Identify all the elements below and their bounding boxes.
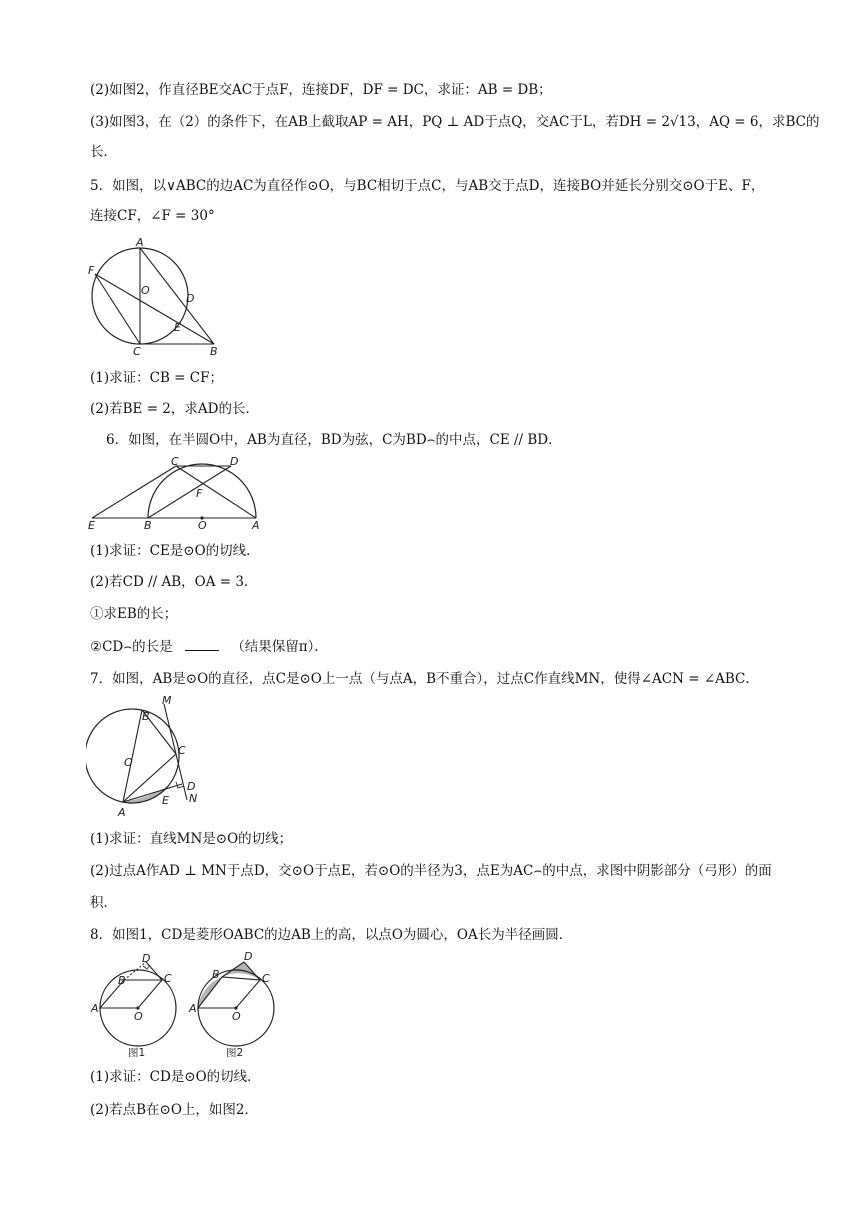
q6-part1: (1)求证：CE是⊙O的切线． (90, 543, 260, 559)
label-D: D (187, 780, 196, 793)
label-A: A (189, 1002, 197, 1015)
q4-part3-cont: 长． (90, 144, 117, 160)
label-C: C (133, 345, 141, 358)
label-E: E (174, 321, 181, 334)
label-D: D (186, 292, 195, 305)
label-D: D (244, 950, 253, 963)
label-O: O (232, 1010, 241, 1023)
label-A: A (136, 236, 144, 249)
label-B: B (142, 710, 150, 723)
label-N: N (189, 792, 198, 805)
figure-q6 (86, 456, 266, 530)
label-A: A (118, 806, 126, 818)
label-B: B (144, 519, 152, 530)
label-F: F (88, 264, 95, 277)
label-C: C (178, 744, 186, 757)
q7-part2-cont: 积． (90, 895, 117, 911)
label-C: C (164, 972, 172, 985)
q5-part1: (1)求证：CB = CF； (90, 370, 223, 386)
label-D: D (142, 952, 151, 965)
q5-part2: (2)若BE = 2，求AD的长． (90, 401, 259, 417)
q5-stem: 5．如图，以∨ABC的边AC为直径作⊙O，与BC相切于点C，与AB交于点D，连接BO并延长分别交⊙O于E、F， (90, 178, 765, 194)
label-C: C (171, 456, 179, 468)
answer-blank (185, 636, 219, 651)
label-E: E (162, 794, 169, 807)
figure-q8-1 (88, 950, 184, 1062)
q6-sub1: ①求EB的长； (90, 606, 178, 622)
label-A: A (91, 1002, 99, 1015)
q8-part2: (2)若点B在⊙O上，如图2． (90, 1102, 259, 1118)
figure-q5 (84, 236, 224, 358)
q8-stem: 8．如图1，CD是菱形OABC的边AB上的高，以点O为圆心，OA长为半径画圆． (90, 927, 573, 943)
label-B: B (212, 968, 220, 981)
label-O: O (134, 1010, 143, 1023)
label-O: O (198, 519, 207, 530)
figure-q8-2 (186, 950, 282, 1062)
q6-sub2 (90, 636, 328, 657)
label-E: E (88, 519, 95, 530)
label-F: F (196, 487, 203, 500)
label-O: O (124, 756, 133, 769)
q6-part2: (2)若CD // AB，OA = 3． (90, 574, 258, 590)
label-C: C (262, 972, 270, 985)
label-B: B (210, 345, 218, 358)
q6-sub2-text: ②CD⌢的长是 (90, 639, 173, 655)
label-B: B (118, 974, 126, 987)
q8-part1: (1)求证：CD是⊙O的切线． (90, 1069, 261, 1085)
q4-part2: (2)如图2，作直径BE交AC于点F，连接DF，DF = DC，求证：AB = DB； (90, 82, 552, 98)
q6-stem: 6．如图，在半圆O中，AB为直径，BD为弦，C为BD⌢的中点，CE // BD． (106, 432, 562, 448)
label-D: D (230, 456, 239, 468)
q7-part1: (1)求证：直线MN是⊙O的切线； (90, 831, 293, 847)
q4-part3: (3)如图3，在（2）的条件下，在AB上截取AP = AH，PQ ⊥ AD于点Q，交AC于L，若DH = 2√13，AQ = 6，求BC的 (90, 114, 820, 130)
label-M: M (162, 696, 172, 707)
q7-stem: 7．如图，AB是⊙O的直径，点C是⊙O上一点（与点A，B不重合），过点C作直线MN，使得∠ACN = ∠ABC． (90, 671, 759, 687)
figure-q7 (86, 696, 206, 818)
q6-sub2-note: （结果保留π）． (231, 639, 328, 655)
label-A: A (252, 519, 260, 530)
label-O: O (141, 284, 150, 297)
q5-stem-cont: 连接CF，∠F = 30° (90, 208, 215, 224)
q7-part2: (2)过点A作AD ⊥ MN于点D，交⊙O于点E，若⊙O的半径为3，点E为AC⌢的中点，求图中阴影部分（弓形）的面 (90, 863, 772, 879)
figure-caption-2: 图2 (226, 1047, 244, 1059)
figure-caption-1: 图1 (128, 1047, 146, 1059)
